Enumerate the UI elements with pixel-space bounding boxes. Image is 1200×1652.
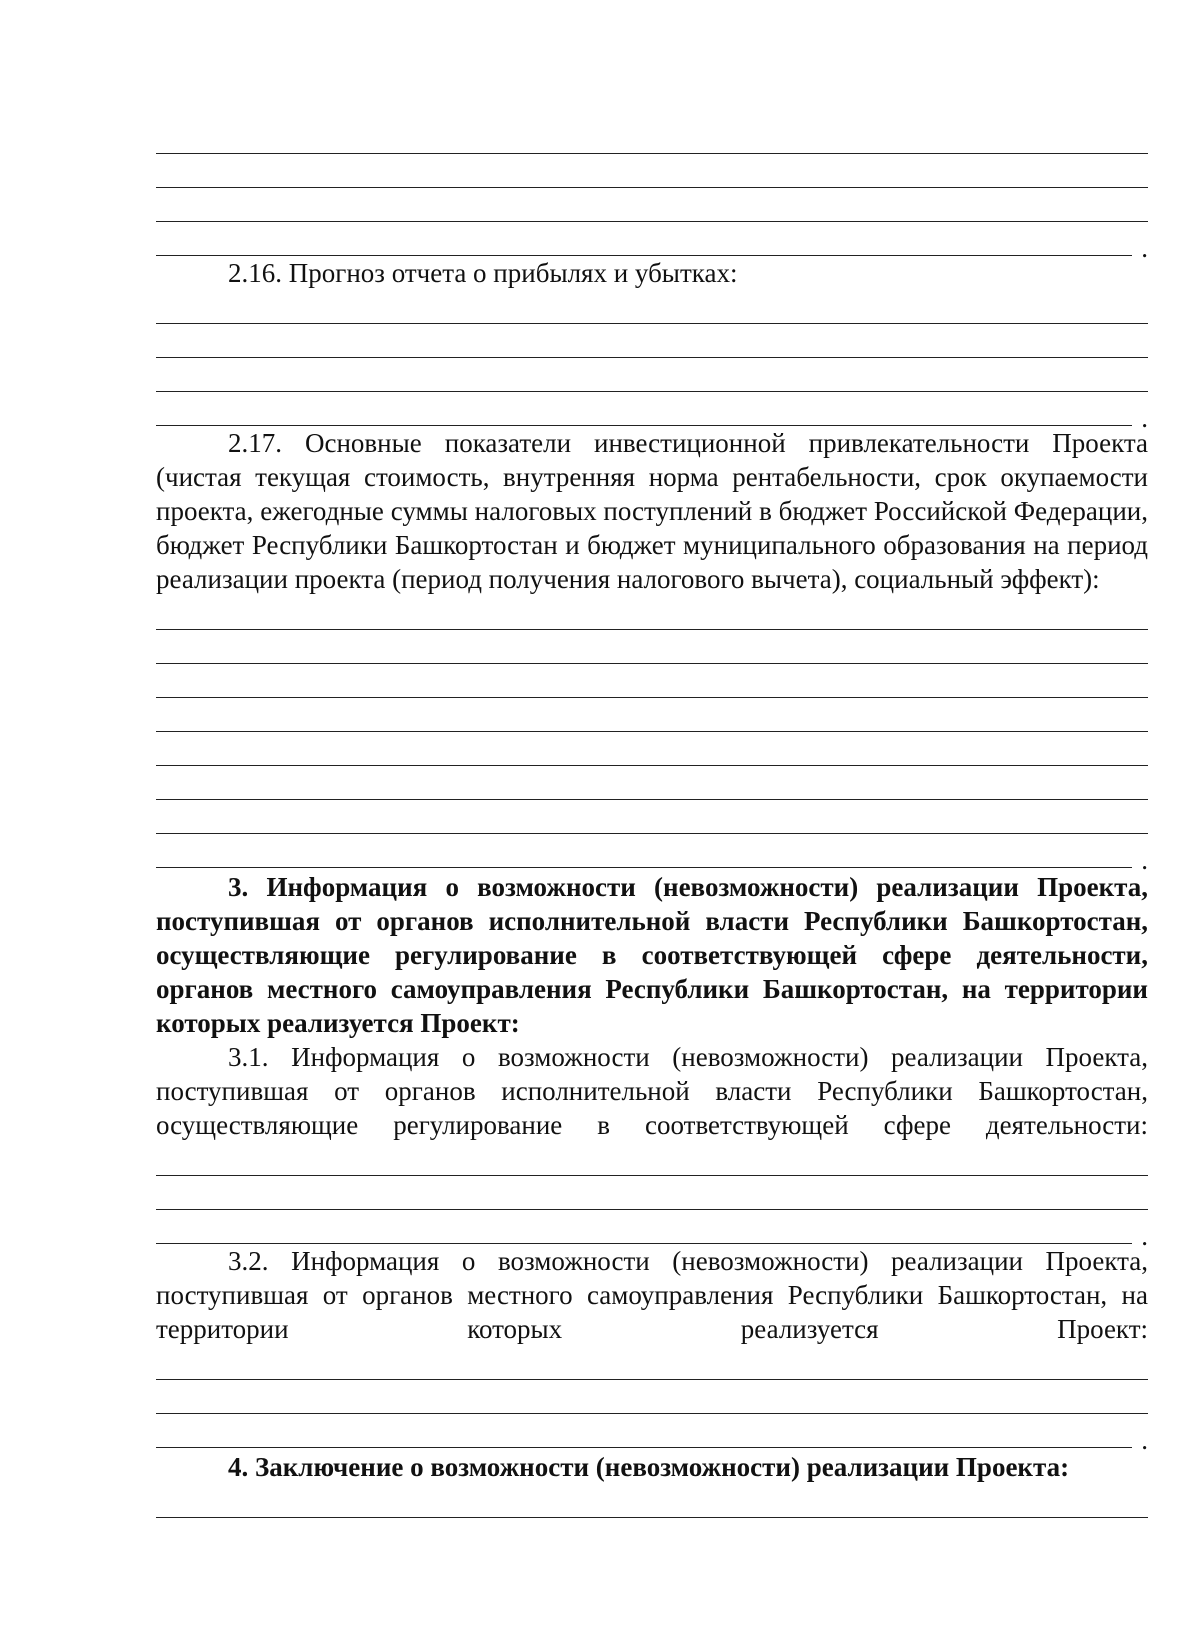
blank-line[interactable] [156, 630, 1148, 664]
blank-line[interactable] [156, 1142, 1148, 1176]
paragraph-3-1: 3.1. Информация о возможности (невозможности) реализации Проекта, поступившая от органов исполнительной власти Республики Башкортостан, осуществляющие регулирование в соответствующей сфере деятельности: [156, 1042, 1148, 1140]
blank-line[interactable] [156, 188, 1148, 222]
blank-line[interactable] [156, 120, 1148, 154]
blank-line[interactable] [156, 1346, 1148, 1380]
blank-line[interactable] [156, 1176, 1148, 1210]
blank-line[interactable] [156, 766, 1148, 800]
end-dot: . [1141, 845, 1148, 875]
blank-line-final[interactable] [156, 1414, 1148, 1455]
section-4-heading [156, 1450, 1148, 1484]
section-3-heading-text: 3. Информация о возможности (невозможности) реализации Проекта, поступившая от органов исполнительной власти Республики Башкортостан, осуществляющие регулирование в соответствующей сфере деятельности, органов местного самоуправления Республики Башкортостан, на территории которых реализуется Проект: [156, 872, 1148, 1038]
blank-line-final[interactable] [156, 222, 1148, 263]
paragraph-2-16: 2.16. Прогноз отчета о прибылях и убытках: [228, 258, 738, 288]
blank-line[interactable] [156, 1380, 1148, 1414]
blank-line[interactable] [156, 1484, 1148, 1518]
blank-line[interactable] [156, 698, 1148, 732]
blank-line[interactable] [156, 358, 1148, 392]
blank-line[interactable] [156, 800, 1148, 834]
section-3-heading [156, 870, 1148, 1040]
blank-line[interactable] [156, 290, 1148, 324]
end-dot: . [1141, 1425, 1148, 1455]
document-body [156, 120, 1148, 1518]
blank-line[interactable] [156, 732, 1148, 766]
end-dot: . [1141, 1221, 1148, 1251]
blank-line-final[interactable] [156, 834, 1148, 875]
blank-line[interactable] [156, 324, 1148, 358]
end-dot: . [1141, 233, 1148, 263]
blank-line[interactable] [156, 596, 1148, 630]
end-dot: . [1141, 403, 1148, 433]
blank-line-final[interactable] [156, 392, 1148, 433]
blank-line[interactable] [156, 154, 1148, 188]
paragraph-2-17: 2.17. Основные показатели инвестиционной привлекательности Проекта (чистая текущая стоимость, внутренняя норма рентабельности, срок окупаемости проекта, ежегодные суммы налоговых поступлений в бюджет Российской Федерации, бюджет Республики Башкортостан и бюджет муниципального образования на период реализации проекта (период получения налогового вычета), социальный эффект): [156, 428, 1148, 594]
paragraph-3-2: 3.2. Информация о возможности (невозможности) реализации Проекта, поступившая от органов местного самоуправления Республики Башкортостан, на территории которых реализуется Проект: [156, 1246, 1148, 1344]
section-4-heading-text: 4. Заключение о возможности (невозможности) реализации Проекта: [228, 1452, 1070, 1482]
blank-line[interactable] [156, 664, 1148, 698]
blank-line-final[interactable] [156, 1210, 1148, 1251]
